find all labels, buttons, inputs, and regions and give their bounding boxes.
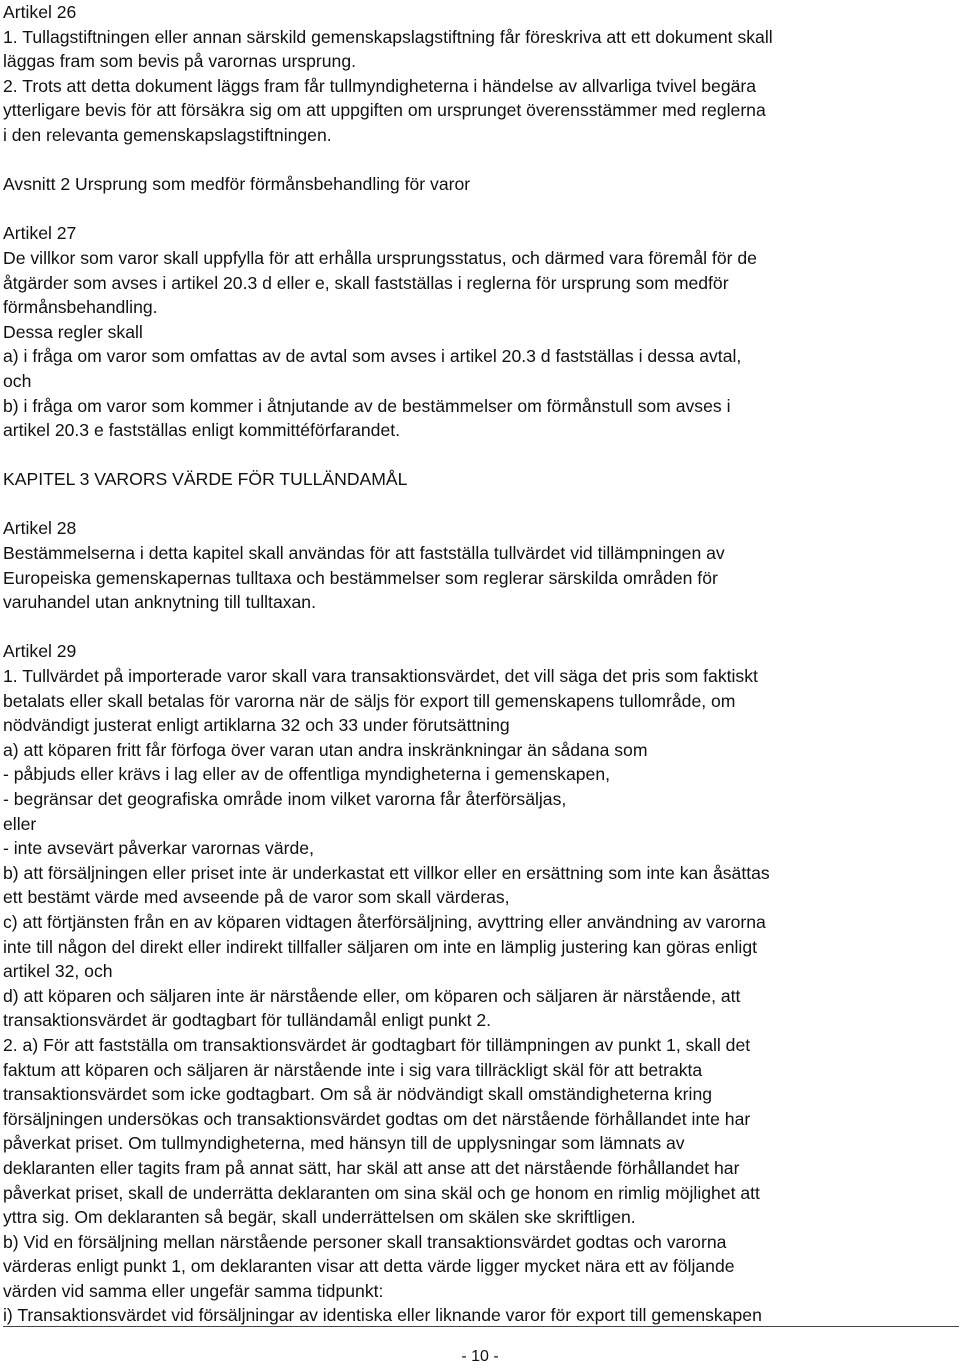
text-line: 2. a) För att fastställa om transaktionsvärdet är godtagbart för tillämpningen av punkt 1, skall det [3,1034,751,1055]
text-line: yttra sig. Om deklaranten så begär, skall underrättelsen om skälen ske skriftligen. [3,1207,636,1228]
text-line: inte till någon del direkt eller indirekt tillfaller säljaren om inte en lämplig justering kan göras enligt [3,936,757,957]
text-line: Artikel 26 [3,2,77,22]
text-line: förmånsbehandling. [3,297,158,318]
text-line: b) i fråga om varor som kommer i åtnjutande av de bestämmelser om förmånstull som avses i [3,395,731,416]
text-line: Artikel 27 [3,223,77,244]
text-line: artikel 32, och [3,961,113,982]
text-line: artikel 20.3 e fastställas enligt kommittéförfarandet. [3,420,401,441]
text-line: försäljningen undersökas och transaktionsvärdet godtas om det närstående förhållandet inte har [3,1108,751,1129]
text-line: betalats eller skall betalas för varorna när de säljs för export till gemenskapens tullområde, om [3,690,736,711]
paragraph-gap [3,148,953,173]
text-line: åtgärder som avses i artikel 20.3 d eller e, skall fastställas i reglerna för ursprung som medför [3,272,729,293]
text-line: eller [3,813,37,834]
text-line: Dessa regler skall [3,321,143,342]
text-line: deklaranten eller tagits fram på annat sätt, har skäl att anse att det närstående förhållandet har [3,1157,740,1178]
text-line: Artikel 28 [3,518,77,539]
text-line: läggas fram som bevis på varornas ursprung. [3,51,357,72]
paragraph-gap [3,443,953,468]
text-line: varuhandel utan anknytning till tulltaxan. [3,592,316,613]
paragraph-gap [3,197,953,222]
text-line: c) att förtjänsten från en av köparen vidtagen återförsäljning, avyttring eller användning av varorna [3,911,766,932]
text-line: påverkat priset. Om tullmyndigheterna, med hänsyn till de upplysningar som lämnats av [3,1133,685,1154]
text-line: och [3,370,32,391]
page-number: - 10 - [461,1348,499,1365]
text-line: värderas enligt punkt 1, om deklaranten visar att detta värde ligger mycket nära ett av följande [3,1256,735,1277]
text-line: - inte avsevärt påverkar varornas värde, [3,838,314,859]
text-line: Europeiska gemenskapernas tulltaxa och bestämmelser som reglerar särskilda områden för [3,567,718,588]
text-line: faktum att köparen och säljaren är närstående inte i sig vara tillräckligt skäl för att betrakta [3,1059,703,1080]
text-line: transaktionsvärdet är godtagbart för tulländamål enligt punkt 2. [3,1010,492,1031]
text-line: Avsnitt 2 Ursprung som medför förmånsbehandling för varor [3,174,471,195]
text-line: ett bestämt värde med avseende på de varor som skall värderas, [3,887,510,908]
footer-divider [3,1326,959,1327]
text-line: b) Vid en försäljning mellan närstående personer skall transaktionsvärdet godtas och varorna [3,1231,727,1252]
text-line: 1. Tullagstiftningen eller annan särskild gemenskapslagstiftning får föreskriva att ett dokument skall [3,26,773,47]
text-line: d) att köparen och säljaren inte är närstående eller, om köparen och säljaren är närstående, att [3,985,741,1006]
text-line: De villkor som varor skall uppfylla för att erhålla ursprungsstatus, och därmed vara föremål för de [3,247,757,268]
text-line: - begränsar det geografiska område inom vilket varorna får återförsäljas, [3,789,567,809]
paragraph-gap [3,615,953,640]
text-line: a) i fråga om varor som omfattas av de avtal som avses i artikel 20.3 d fastställas i dessa avtal, [3,346,742,367]
text-line: a) att köparen fritt får förfoga över varan utan andra inskränkningar än sådana som [3,739,648,760]
text-line: i den relevanta gemenskapslagstiftningen. [3,124,332,145]
text-line: KAPITEL 3 VARORS VÄRDE FÖR TULLÄNDAMÅL [3,469,408,490]
text-line: ytterligare bevis för att försäkra sig om att uppgiften om ursprunget överensstämmer med reglerna [3,100,766,121]
text-line: transaktionsvärdet som icke godtagbart. Om så är nödvändigt skall omständigheterna kring [3,1084,713,1105]
text-line: Artikel 29 [3,641,77,662]
text-line: b) att försäljningen eller priset inte är underkastat ett villkor eller en ersättning som inte kan åsättas [3,862,770,883]
text-line: - påbjuds eller krävs i lag eller av de offentliga myndigheterna i gemenskapen, [3,764,611,785]
text-line: i) Transaktionsvärdet vid försäljningar av identiska eller liknande varor för export till gemenskapen [3,1305,762,1326]
paragraph-gap [3,492,953,517]
text-line: nödvändigt justerat enligt artiklarna 32 och 33 under förutsättning [3,715,510,736]
text-line: Bestämmelserna i detta kapitel skall användas för att fastställa tullvärdet vid tillämpningen av [3,543,725,564]
text-line: 1. Tullvärdet på importerade varor skall vara transaktionsvärdet, det vill säga det pris som faktiskt [3,666,758,687]
document-body [3,0,953,1328]
text-line: värden vid samma eller ungefär samma tidpunkt: [3,1280,384,1301]
text-line: 2. Trots att detta dokument läggs fram får tullmyndigheterna i händelse av allvarliga tvivel begära [3,75,757,96]
text-line: påverkat priset, skall de underrätta deklaranten om sina skäl och ge honom en rimlig möjlighet att [3,1182,760,1203]
